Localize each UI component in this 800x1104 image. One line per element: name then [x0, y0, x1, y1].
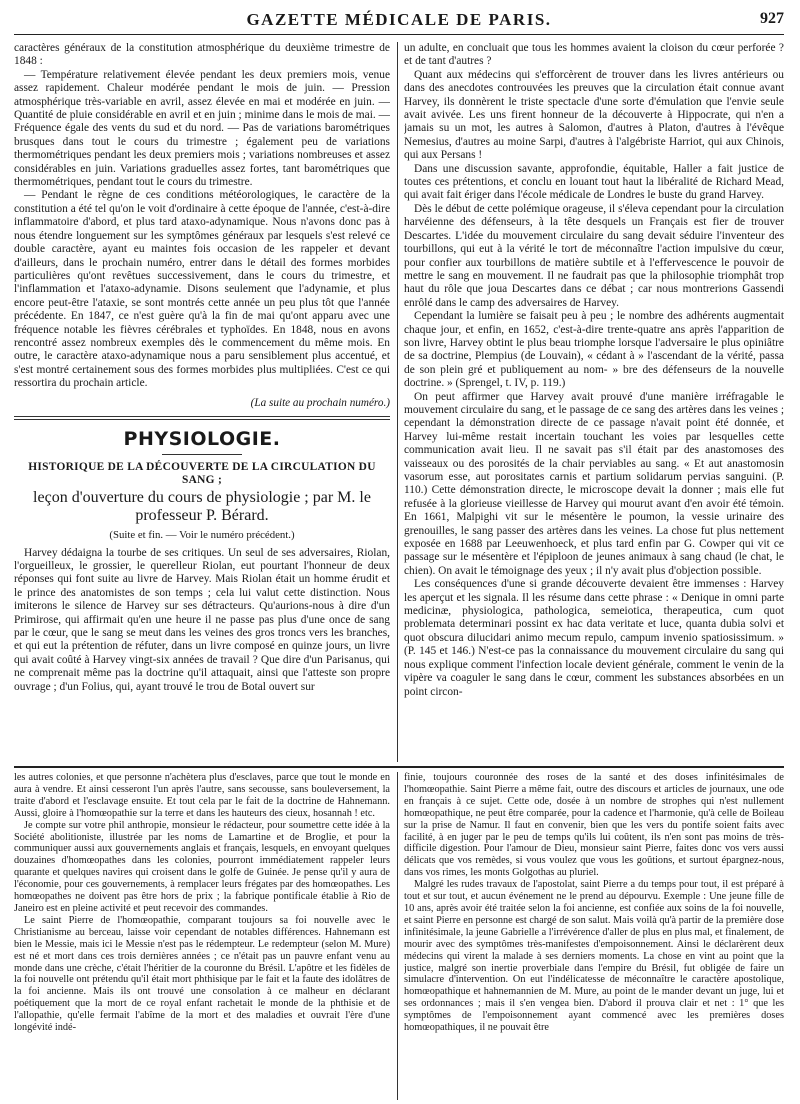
- page-number: 927: [760, 10, 784, 27]
- divider: [14, 419, 390, 420]
- paragraph: les autres colonies, et que personne n'achètera plus d'esclaves, parce que tout le monde en aura à vendre. Et ainsi cesseront l'un après l'autre, sans secousse, sans bouleversement, la traite d'abord et l'esclavage ensuite. Et tout cela par le fait de la doctrine de Hahnemann. Aussi, gloire à l'homœopathie sur la terre et dans les hauteurs des cieux, hosannah ! etc.: [14, 772, 390, 819]
- paragraph: Dès le début de cette polémique orageuse, il s'éleva cependant pour la circulation harvéienne des défenseurs, à la tête desquels un Français est fier de trouver Descartes. L'idée du mouvement circulaire du sang devait séduire l'inventeur des tourbillons, qui eut à la vérité le tort de méconnaître l'action impulsive du cœur, pour confier aux tourbillons de matière subtile et à l'effervescence le pouvoir de mettre le sang en mouvement. Il ne faudrait pas que la philosophie triomphât trop haut du rôle que joua Descartes dans ce débat ; car nous montrerions Gassendi enrôlé dans le camp des adversaires de Harvey.: [404, 202, 784, 309]
- paragraph: — Pendant le règne de ces conditions météorologiques, le caractère de la constitution a été tel qu'on le voit d'ordinaire à cette époque de l'année, c'est-à-dire inflammatoire d'abord, et plus tard ataxo-adynamique. Nous n'avons donc pas à nous étendre longuement sur les symptômes généraux par lesquels s'est relevé ce double caractère, ayant eu maintes fois occasion de les rappeler et devant d'ailleurs, dans le prochain numéro, entrer dans le détail des formes morbides particulières qu'ont revêtues successivement, dans le cours du trimestre, et l'inflammation et l'ataxo-adynamie. Disons seulement que l'adynamie, et plus encore peut-être l'ataxie, se sont montrés cette année un peu plus tôt que l'année précédente. En 1847, ce n'est guère qu'à la fin de mai qu'ont apparu avec une fréquence notable les fièvres cérébrales et typhoïdes. En 1848, nous en avons rencontré assez nombreux exemples dès le commencement du même mois. En outre, le caractère ataxo-adynamique nous a paru sensiblement plus accentué, et s'est montré certainement sous des formes morbides plus multipliées. C'est ce qui ressortira du prochain article.: [14, 189, 390, 390]
- article-subtitle: leçon d'ouverture du cours de physiologie ; par M. le professeur P. Bérard.: [33, 488, 371, 524]
- paragraph: Malgré les rudes travaux de l'apostolat, saint Pierre a du temps pour tout, il est préparé à tout et sur tout, et aucun événement ne le prend au dépourvu. Exemple : Une jeune fille de 10 ans, après avoir été traitée selon la foi ancienne, est confiée aux soins de la foi nouvelle, et saint Pierre en personne est chargé de son salut. Mais voilà qu'à partir de la première dose infinitésimale, la jeune Gabrielle a l'irrévérence d'aller de plus en plus mal, et finalement, de mourir avec des symptômes très-manifestes d'empoisonnement. Ainsi le déclarèrent deux médecins qui virent la malade à ses derniers moments. La chose en vint au point que la justice, malgré son inertie proverbiale dans l'empire du Brésil, fut obligée de faire un simulacre d'intervention. On eut l'indélicatesse de méconnaître le caractère apostolique, homœopathique et hahnemannien de M. Mure, au point de le mander devant un juge, lui et ses ordonnances ; mais il s'en vengea bien. D'abord il prouva clair et net : 1° que les symptômes de l'empoisonnement ayant commencé avec les premières doses homœopathiques, il ne pouvait être: [404, 879, 784, 1034]
- feuilleton-section: [14, 772, 784, 1100]
- upper-right-column: [404, 42, 784, 762]
- paragraph: un adulte, en concluait que tous les hommes avaient la cloison du cœur perforée ? et de tant d'autres ?: [404, 42, 784, 68]
- paragraph: Je compte sur votre phil anthropie, monsieur le rédacteur, pour soumettre cette idée à la Société abolitioniste, illustrée par les noms de Lamartine et de Broglie, et pour la communiquer aussi aux gouvernements anglais et français, lesquels, en envoyant quelques douzaines d'homœopathes dans les colonies, pourront immédiatement rappeler leurs quarante et quelques navires qui croisent dans le golfe de Guinée. Je pense qu'il y aura de l'économie, pour ces gouvernements, à remplacer leurs frégates par des homœopathes. Les homœopathes ne doivent pas être hors de prix ; la fabrique pontificale établie à Rio de Janeiro est en pleine activité et peut recevoir des commandes.: [14, 819, 390, 914]
- continuation-note: (La suite au prochain numéro.): [250, 396, 390, 409]
- page-header: [14, 8, 784, 35]
- paragraph: — Température relativement élevée pendant les deux premiers mois, venue assez rapidement. Chaleur modérée pendant le mois de juin. — Pression atmosphérique très-variable en avril, assez élevée en mai et modérée en juin. — Quantité de pluie considérable en avril et en juin ; minime dans le mois de mai. — Fréquence égale des vents du sud et du nord. — Pas de variations barométriques brusques dans tout le cours du trimestre ; également peu de variations thermométriques pendant les deux premiers mois ; variations nombreuses et assez considérables en juin. Variations graduelles assez fortes, tant barométriques que thermométriques, pendant tout le cours du trimestre.: [14, 68, 390, 189]
- upper-section: [14, 42, 784, 762]
- lower-left-column: [14, 772, 390, 1100]
- article-title: HISTORIQUE DE LA DÉCOUVERTE DE LA CIRCULATION DU SANG ;: [28, 460, 376, 487]
- paragraph: Quant aux médecins qui s'efforcèrent de trouver dans les livres antérieurs ou dans des anecdotes controuvées les preuves que la circulation était connue avant Harvey, ils donnèrent le triste spectacle d'une sorte d'émulation que l'envie seule avait avivée. Les uns firent honneur de la découverte à Hippocrate, qui n'en a jamais su un mot, les autres à Salomon, d'autres à Platon, d'autres à l'évêque Nemesius, d'autres au moine Sarpi, d'autres à l'algébriste Harriot, qui aux Chinois, qui aux Persans !: [404, 68, 784, 162]
- paragraph: caractères généraux de la constitution atmosphérique du deuxième trimestre de 1848 :: [14, 42, 390, 68]
- article-note: (Suite et fin. — Voir le numéro précédent.): [109, 528, 295, 541]
- column-rule: [397, 772, 398, 1100]
- upper-left-column: [14, 42, 390, 762]
- column-rule: [397, 42, 398, 762]
- paragraph: Les conséquences d'une si grande découverte devaient être immenses : Harvey les aperçut et les signala. Il les résume dans cette phrase : « Denique in omni parte medicinæ, physiologica, pathologica, semeiotica, therapeutica, cum quot problemata determinari possint ex hac data veritate et luce, quanta dubia solvi et quot obscura dilucidari animo mecum repulo, campum invenio spatiosissimum. » (P. 145 et 146.) N'est-ce pas la connaissance du mouvement circulaire du sang qui nous explique comment l'infection locale devient générale, comment le venin de la vipère va coaguler le sang dans le cœur, comment les substances absorbées en un point circon-: [404, 578, 784, 698]
- lower-right-column: [404, 772, 784, 1100]
- divider: [14, 416, 390, 417]
- paragraph: Harvey dédaigna la tourbe de ses critiques. Un seul de ses adversaires, Riolan, l'orgueilleux, le grossier, le querelleur Riolan, eut pourtant l'honneur de deux réponses qui font suite au livre de Harvey. Mais Riolan était un homme érudit et le prince des anatomistes de son temps ; cela lui valut cette distinction. Nous imiterons le silence de Harvey sur ses détracteurs. Qu'aurions-nous à dire d'un Primirose, qui affirmait qu'en une heure il ne passe pas plus d'une once de sang par le cœur, que le sang se meut dans les veines des gros troncs vers les branches, et qui eut la prétention de réfuter, dans un livre composé en quinze jours, un livre qui avait coûté à Harvey vingt-six années de travail ? Que dire d'un Parisanus, qui ne comprenait même pas la doctrine qu'il attaquait, ainsi que l'atteste son propre ouvrage ; d'un Folius, qui, ayant trouvé le trou de Botal ouvert sur: [14, 546, 390, 693]
- paragraph: Cependant la lumière se faisait peu à peu ; le nombre des adhérents augmentait chaque jour, et enfin, en 1652, c'est-à-dire trente-quatre ans après l'apparition de son livre, Harvey obtint le plus beau triomphe lorsque l'adversaire le plus opiniâtre de sa doctrine, Plempius (de Louvain), « cédant à » l'ascendant de la vérité, passa de son plein gré et publiquement au nom- » bre des défenseurs de la nouvelle doctrine. » (Sprengel, t. IV, p. 119.): [404, 310, 784, 390]
- paragraph: Dans une discussion savante, approfondie, équitable, Haller a fait justice de toutes ces prétentions, et conclu en louant tout haut la libéralité de Richard Mead, qui avait fait ériger dans l'école médicale de Londres le buste du grand Harvey.: [404, 162, 784, 202]
- feuilleton-divider: [14, 766, 784, 768]
- divider: [162, 454, 242, 455]
- section-heading: PHYSIOLOGIE.: [123, 427, 281, 450]
- paragraph: finie, toujours couronnée des roses de la santé et des doses infinitésimales de l'homœopathie. Saint Pierre a même fait, outre des discours et articles de journaux, une ode en français à ce sujet. Cette ode, dosée à un nombre de strophes qui n'est nullement homœopathique, ne peut être comparée, pour la cadence et l'harmonie, qu'à celle de Boileau sur la prise de Namur. Il faut en convenir, bien que les vers du pontife soient faits avec facilité, à en juger par le peu de temps qu'ils lui coûtent, ils n'en sont pas moins de très-difficile digestion. Pour l'amour de Dieu, monsieur saint Pierre, faites donc vos vers aussi délicats que vos remèdes, si vous voulez que vous les goûtions, et surtout épargnez-nous, dans vos rimes, les monts Golgothas au pluriel.: [404, 772, 784, 879]
- paragraph: On peut affirmer que Harvey avait prouvé d'une manière irréfragable le mouvement circulaire du sang, et le passage de ce sang des artères dans les veines ; cependant la démonstration directe de ce passage n'avait point été donnée, et Harvey lui-même restait incertain touchant les voies par lesquelles cette communication avait lieu. Il ne savait pas s'il était par des anastomoses des vaisseaux ou des porosités de la chair perviables au sang. « Et aut anastomosin vasorum esse, aut porositates carnis et partium solidarum pervias sanguini. (P. 110.) Cette démonstration directe, le microscope devait la donner ; mais elle fut refusée à la glorieuse vieillesse de Harvey qui mourut avant d'en avoir été témoin. En 1661, Malpighi vit sur le mésentère le poumon, la vessie urinaire des grenouilles, le sang passer des artères dans les veines. La chose fut plus nettement exposée en 1688 par Leeuwenhoeck, et plus tard enfin par G. Cowper qui vit ce passage sur le mésentère et l'épiploon de jeunes animaux à sang chaud (le chat, le chien). On avait le témoignage des yeux ; il n'y avait plus d'objection possible.: [404, 390, 784, 577]
- paragraph: Le saint Pierre de l'homœopathie, comparant toujours sa foi nouvelle avec le Christianisme au berceau, laisse voir cependant de notables différences. Hahnemann est bien le Messie, mais ici le Messie n'est pas le rédempteur. Le redempteur (selon M. Mure) est né et mort dans ces trois dernières années ; ce n'était pas un pauvre enfant venu au monde dans une crèche, c'était l'héritier de la couronne du Brésil. L'apôtre et les fidèles de la foi nouvelle ont prétendu qu'il était mort phthisique par le fait et la faute des idolâtres de la foi ancienne. Mais ils ont trouvé une consolation à ce malheur en déclarant poétiquement que la mort de ce royal enfant rachetait le monde de la phthisie et de l'allopathie, qu'elle fermait l'abîme de la mort et des maladies et ouvrait l'ère d'une longévité indé-: [14, 914, 390, 1034]
- running-title: GAZETTE MÉDICALE DE PARIS.: [246, 10, 552, 29]
